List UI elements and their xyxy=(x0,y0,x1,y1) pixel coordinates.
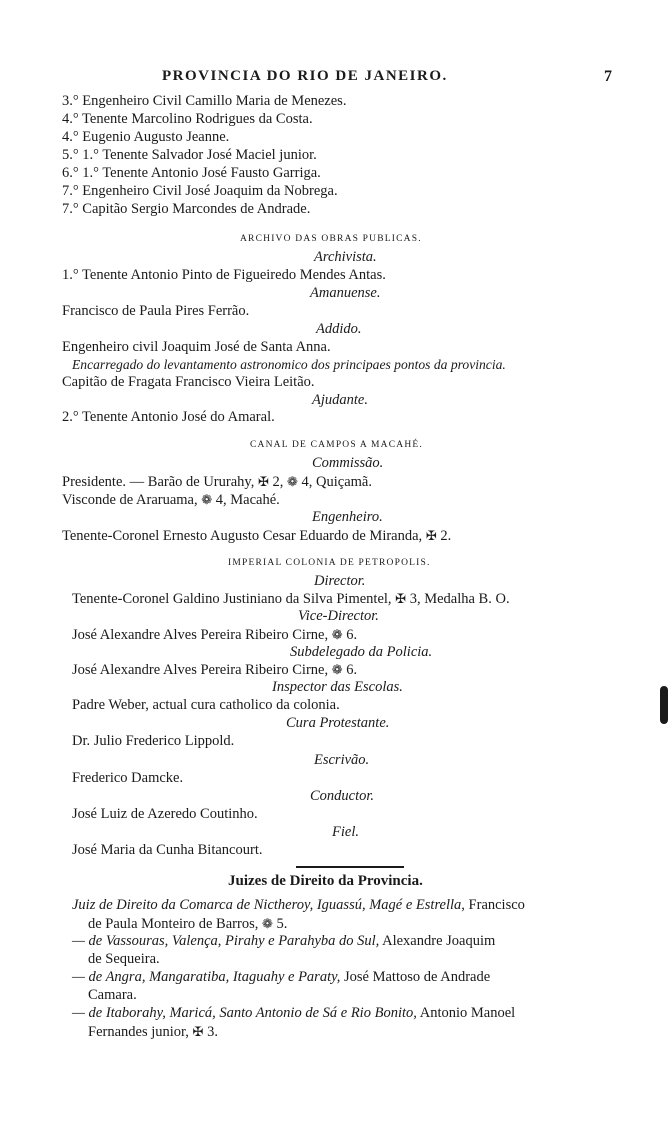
list-item: 7.° Capitão Sergio Marcondes de Andrade. xyxy=(62,201,311,217)
cross-icon: ✠ xyxy=(425,528,437,543)
role-label: Conductor. xyxy=(310,788,375,804)
role-label: Commissão. xyxy=(312,455,384,471)
person-entry: 1.° Tenente Antonio Pinto de Figueiredo Mendes Antas. xyxy=(62,267,386,283)
person-entry: José Luiz de Azeredo Coutinho. xyxy=(72,806,258,822)
section-heading-juizes: Juizes de Direito da Provincia. xyxy=(228,873,423,889)
cross-icon: ✠ xyxy=(395,591,407,606)
person-entry: Engenheiro civil Joaquim José de Santa Anna. xyxy=(62,339,331,355)
person-entry: Dr. Julio Frederico Lippold. xyxy=(72,733,235,749)
section-heading-colonia: IMPERIAL COLONIA DE PETROPOLIS. xyxy=(228,558,431,568)
role-label: Addido. xyxy=(316,321,362,337)
person-entry: José Alexandre Alves Pereira Ribeiro Cirne, ❁ 6. xyxy=(72,627,358,643)
list-item: 7.° Engenheiro Civil José Joaquim da Nobrega. xyxy=(62,183,338,199)
role-label: Archivista. xyxy=(314,249,377,265)
person-entry: Capitão de Fragata Francisco Vieira Leitão. xyxy=(62,374,315,390)
rose-icon: ❁ xyxy=(201,492,213,507)
list-item: 3.° Engenheiro Civil Camillo Maria de Menezes. xyxy=(62,93,347,109)
judge-entry: — de Vassouras, Valença, Pirahy e Parahyba do Sul, Alexandre Joaquim xyxy=(72,933,496,949)
rose-icon: ❁ xyxy=(261,916,273,931)
person-entry: Frederico Damcke. xyxy=(72,770,184,786)
person-entry: Padre Weber, actual cura catholico da colonia. xyxy=(72,697,340,713)
cross-icon: ✠ xyxy=(192,1024,204,1039)
role-label: Fiel. xyxy=(332,824,359,840)
rose-icon: ❁ xyxy=(287,474,298,489)
ink-blot xyxy=(660,686,668,724)
role-label: Escrivão. xyxy=(314,752,370,768)
role-label: Engenheiro. xyxy=(312,509,383,525)
person-entry: 2.° Tenente Antonio José do Amaral. xyxy=(62,409,275,425)
judge-entry: de Paula Monteiro de Barros, ❁ 5. xyxy=(88,916,288,932)
person-entry: Presidente. — Barão de Ururahy, ✠ 2, ❁ 4, Quiçamã. xyxy=(62,474,372,490)
person-entry: Tenente-Coronel Galdino Justiniano da Silva Pimentel, ✠ 3, Medalha B. O. xyxy=(72,591,510,607)
list-item: 4.° Eugenio Augusto Jeanne. xyxy=(62,129,230,145)
role-label: Cura Protestante. xyxy=(286,715,390,731)
role-label: Ajudante. xyxy=(312,392,368,408)
section-heading-archivo: ARCHIVO DAS OBRAS PUBLICAS. xyxy=(240,234,422,244)
note-line: Encarregado do levantamento astronomico dos principaes pontos da provincia. xyxy=(72,357,506,372)
role-label: Subdelegado da Policia. xyxy=(290,644,433,660)
role-label: Vice-Director. xyxy=(298,608,379,624)
judge-entry: — de Itaborahy, Maricá, Santo Antonio de Sá e Rio Bonito, Antonio Manoel xyxy=(72,1005,516,1021)
list-item: 6.° 1.° Tenente Antonio José Fausto Garriga. xyxy=(62,165,321,181)
list-item: 5.° 1.° Tenente Salvador José Maciel junior. xyxy=(62,147,317,163)
list-item: 4.° Tenente Marcolino Rodrigues da Costa. xyxy=(62,111,313,127)
rose-icon: ❁ xyxy=(331,662,343,677)
page-number: 7 xyxy=(604,68,612,85)
rose-icon: ❁ xyxy=(331,627,343,642)
judge-entry: Fernandes junior, ✠ 3. xyxy=(88,1024,218,1040)
person-entry: José Alexandre Alves Pereira Ribeiro Cirne, ❁ 6. xyxy=(72,662,358,678)
judge-entry: Camara. xyxy=(88,987,137,1003)
cross-icon: ✠ xyxy=(257,474,269,489)
person-entry: Visconde de Araruama, ❁ 4, Macahé. xyxy=(62,492,280,508)
role-label: Inspector das Escolas. xyxy=(272,679,403,695)
person-entry: Francisco de Paula Pires Ferrão. xyxy=(62,303,250,319)
role-label: Amanuense. xyxy=(310,285,381,301)
judge-entry: de Sequeira. xyxy=(88,951,160,967)
judge-entry: — de Angra, Mangaratiba, Itaguahy e Paraty, José Mattoso de Andrade xyxy=(72,969,491,985)
person-entry: Tenente-Coronel Ernesto Augusto Cesar Eduardo de Miranda, ✠ 2. xyxy=(62,528,452,544)
page-title: PROVINCIA DO RIO DE JANEIRO. xyxy=(162,68,448,84)
judge-entry: Juiz de Direito da Comarca de Nictheroy, Iguassú, Magé e Estrella, Francisco xyxy=(72,897,525,913)
section-heading-canal: CANAL DE CAMPOS A MACAHÉ. xyxy=(250,440,423,450)
section-divider xyxy=(296,866,404,868)
role-label: Director. xyxy=(314,573,366,589)
person-entry: José Maria da Cunha Bitancourt. xyxy=(72,842,263,858)
